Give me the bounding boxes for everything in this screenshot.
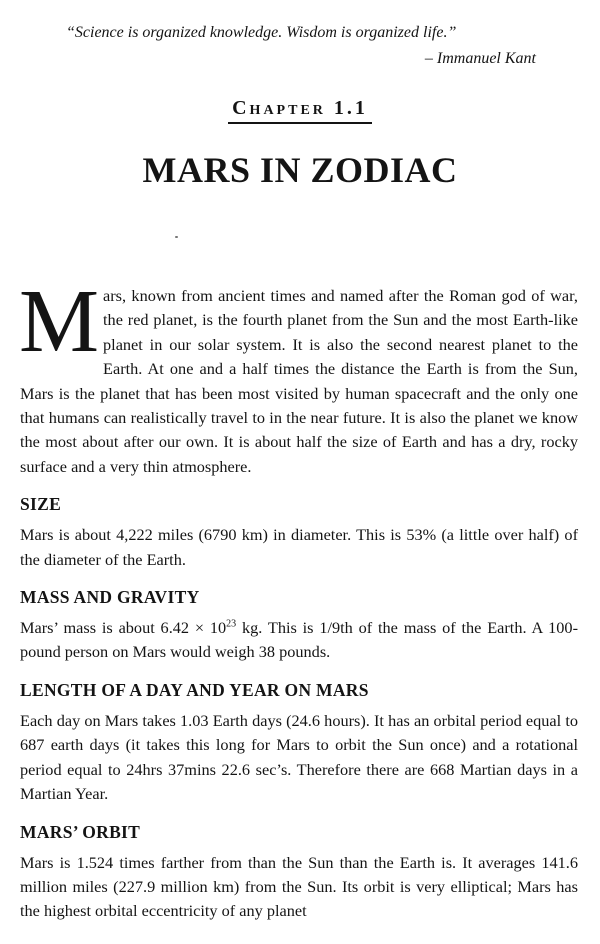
- mass-text-after: kg. This is 1/9th of the mass of the Earth. A 100-pound person on Mars would weigh 38 pounds.: [20, 618, 578, 662]
- section-text-size: Mars is about 4,222 miles (6790 km) in diameter. This is 53% (a little over half) of the diameter of the Earth.: [20, 525, 578, 569]
- section-heading-orbit: MARS’ ORBIT: [20, 821, 141, 842]
- section-heading-mass: MASS AND GRAVITY: [20, 587, 200, 608]
- epigraph-text: “Science is organized knowledge. Wisdom is organized life.”: [66, 24, 457, 41]
- section-heading-size: SIZE: [20, 494, 62, 515]
- section-heading-day-year: LENGTH OF A DAY AND YEAR ON MARS: [20, 679, 369, 700]
- section-text-day-year: Each day on Mars takes 1.03 Earth days (24.6 hours). It has an orbital period equal to 687 earth days (it takes this long for Mars to orbit the Sun once) and a rotational period equal to 24hrs 37mins 22.6 sec’s. Therefore there are 668 Martian days in a Martian Year.: [20, 710, 578, 804]
- body-text: [19, 272, 578, 924]
- decorative-dot: [175, 236, 178, 238]
- section-text-mass: [20, 616, 578, 665]
- chapter-label: Chapter 1.1: [228, 96, 372, 124]
- intro-text: ars, known from ancient times and named after the Roman god of war, the red planet, is the fourth planet from the Sun and the most Earth-like planet in our solar system. It is also the second nearest planet to the Earth. At one and a half times the distance the Earth is from the Sun, Mars is the planet that has been most visited by human spacecraft and the only one that humans can realistically travel to in the near future. It is also the planet we know the most about after our own. It is about half the size of Earth and has a dry, rocky surface and a very thin atmosphere.: [20, 286, 578, 476]
- intro-paragraph: [19, 272, 578, 479]
- section-text-orbit: Mars is 1.524 times farther from than the Sun than the Earth is. It averages 141.6 million miles (227.9 million km) from the Sun. Its orbit is very elliptical; Mars has the highest orbital eccentricity of any planet: [20, 852, 578, 921]
- epigraph-author: – Immanuel Kant: [424, 50, 536, 67]
- epigraph: [66, 20, 546, 72]
- chapter-label-wrapper: [0, 96, 600, 124]
- chapter-title: MARS IN ZODIAC: [142, 150, 458, 190]
- mass-exponent: 23: [226, 618, 237, 630]
- mass-text-before: Mars’ mass is about 6.42 × 10: [20, 618, 227, 638]
- drop-cap: M: [19, 272, 100, 371]
